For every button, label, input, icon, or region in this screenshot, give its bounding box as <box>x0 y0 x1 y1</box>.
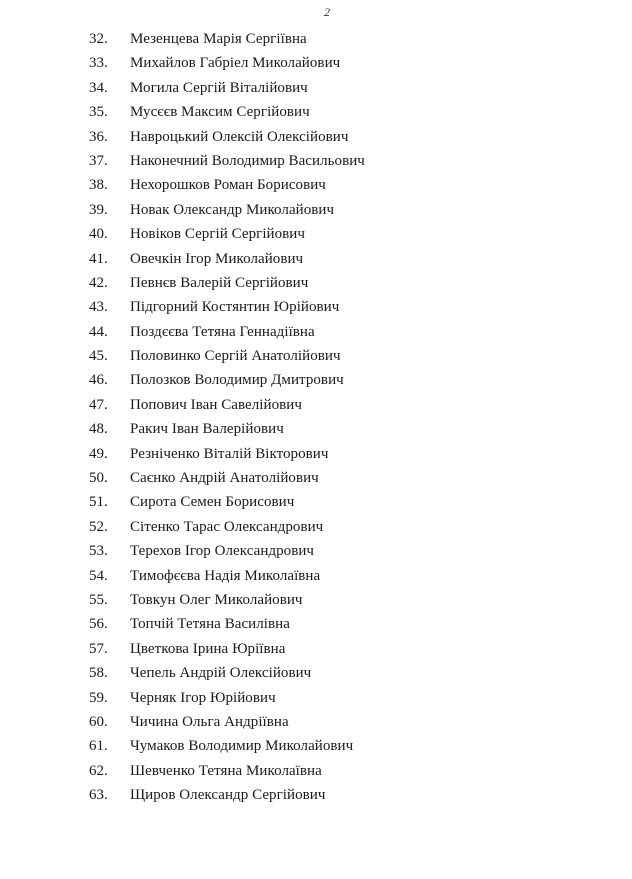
item-number: 63. <box>89 787 108 804</box>
list-item <box>0 661 632 685</box>
item-number: 58. <box>89 665 108 682</box>
item-number: 61. <box>89 738 108 755</box>
item-name: Сирота Семен Борисович <box>130 494 295 511</box>
item-number: 44. <box>89 323 108 340</box>
item-name: Топчій Тетяна Василівна <box>130 616 290 633</box>
list-item <box>0 515 632 539</box>
item-number: 46. <box>89 372 108 389</box>
item-number: 60. <box>89 713 108 730</box>
item-name: Щиров Олександр Сергійович <box>130 787 326 804</box>
list-item <box>0 710 632 734</box>
list-item <box>0 125 632 149</box>
item-name: Черняк Ігор Юрійович <box>130 689 276 706</box>
item-number: 52. <box>89 518 108 535</box>
item-name: Саєнко Андрій Анатолійович <box>130 470 319 487</box>
list-item <box>0 539 632 563</box>
list-item <box>0 490 632 514</box>
item-number: 55. <box>89 591 108 608</box>
item-number: 47. <box>89 396 108 413</box>
item-name: Мезенцева Марія Сергіївна <box>130 31 307 47</box>
item-name: Поздєєва Тетяна Геннадіївна <box>130 323 315 340</box>
item-name: Чепель Андрій Олексійович <box>130 665 312 682</box>
item-name: Чумаков Володимир Миколайович <box>130 738 354 755</box>
list-item <box>0 368 632 392</box>
item-name: Попович Іван Савелійович <box>130 396 302 413</box>
list-item <box>0 466 632 490</box>
names-list <box>0 27 632 808</box>
item-number: 62. <box>89 762 108 779</box>
list-item <box>0 173 632 197</box>
item-number: 42. <box>89 274 108 291</box>
list-item <box>0 588 632 612</box>
item-number: 32. <box>89 31 108 47</box>
list-item <box>0 198 632 222</box>
item-number: 53. <box>89 543 108 560</box>
item-name: Ракич Іван Валерійович <box>130 421 284 438</box>
item-name: Шевченко Тетяна Миколаївна <box>130 762 322 779</box>
item-name: Овечкін Ігор Миколайович <box>130 250 304 267</box>
list-item <box>0 320 632 344</box>
item-name: Михайлов Габріел Миколайович <box>130 55 341 72</box>
item-name: Навроцький Олексій Олексійович <box>130 128 349 145</box>
item-name: Наконечний Володимир Васильович <box>130 152 365 169</box>
item-number: 49. <box>89 445 108 462</box>
item-name: Певнєв Валерій Сергійович <box>130 274 309 291</box>
item-number: 39. <box>89 201 108 218</box>
item-name: Могила Сергій Віталійович <box>130 79 308 96</box>
item-number: 37. <box>89 152 108 169</box>
list-item <box>0 222 632 246</box>
item-number: 36. <box>89 128 108 145</box>
page-number: 2 <box>324 5 330 19</box>
item-number: 38. <box>89 177 108 194</box>
list-item <box>0 51 632 75</box>
list-item <box>0 27 632 51</box>
list-item <box>0 759 632 783</box>
list-item <box>0 686 632 710</box>
item-number: 34. <box>89 79 108 96</box>
list-item <box>0 76 632 100</box>
list-item <box>0 344 632 368</box>
item-name: Тимофєєва Надія Миколаївна <box>130 567 321 584</box>
item-number: 33. <box>89 55 108 72</box>
list-item <box>0 734 632 758</box>
list-item <box>0 637 632 661</box>
item-number: 57. <box>89 640 108 657</box>
list-item <box>0 295 632 319</box>
item-number: 45. <box>89 348 108 365</box>
list-item <box>0 271 632 295</box>
item-number: 35. <box>89 104 108 121</box>
item-name: Сітенко Тарас Олександрович <box>130 518 324 535</box>
item-name: Мусєєв Максим Сергійович <box>130 104 310 121</box>
item-name: Полозков Володимир Дмитрович <box>130 372 344 389</box>
list-item <box>0 247 632 271</box>
item-number: 48. <box>89 421 108 438</box>
item-name: Чичина Ольга Андріївна <box>130 713 289 730</box>
item-name: Цветкова Ірина Юріївна <box>130 640 286 657</box>
item-name: Половинко Сергій Анатолійович <box>130 348 341 365</box>
list-item <box>0 442 632 466</box>
item-name: Резніченко Віталій Вікторович <box>130 445 329 462</box>
list-item <box>0 783 632 807</box>
item-name: Новак Олександр Миколайович <box>130 201 335 218</box>
item-number: 59. <box>89 689 108 706</box>
item-name: Нехорошков Роман Борисович <box>130 177 326 194</box>
item-name: Новіков Сергій Сергійович <box>130 226 305 243</box>
item-name: Підгорний Костянтин Юрійович <box>130 299 340 316</box>
item-number: 50. <box>89 470 108 487</box>
list-item <box>0 417 632 441</box>
item-number: 41. <box>89 250 108 267</box>
item-number: 56. <box>89 616 108 633</box>
item-number: 40. <box>89 226 108 243</box>
list-item <box>0 100 632 124</box>
item-number: 43. <box>89 299 108 316</box>
item-number: 51. <box>89 494 108 511</box>
item-name: Терехов Ігор Олександрович <box>130 543 314 560</box>
list-item <box>0 564 632 588</box>
list-item <box>0 612 632 636</box>
item-name: Товкун Олег Миколайович <box>130 591 303 608</box>
list-item <box>0 149 632 173</box>
list-item <box>0 393 632 417</box>
item-number: 54. <box>89 567 108 584</box>
